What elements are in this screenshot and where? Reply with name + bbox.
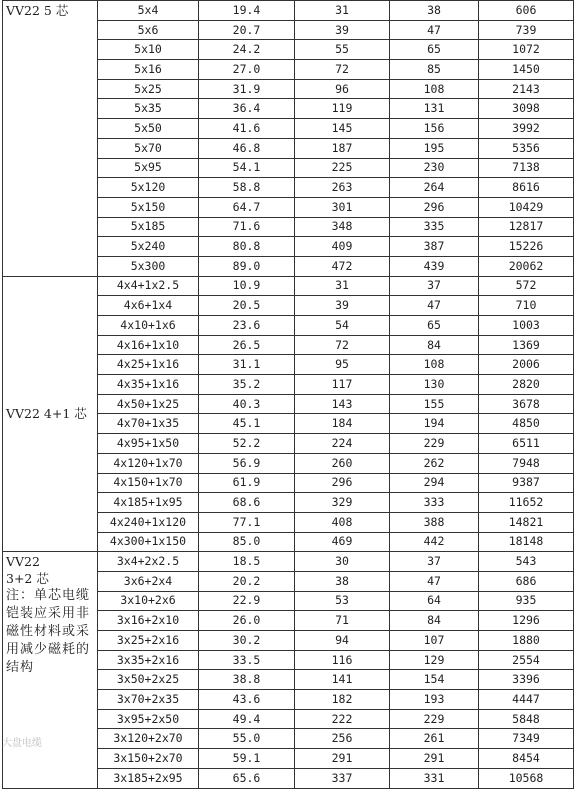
spec-cell: 5x10: [98, 40, 199, 60]
value-cell-a: 53: [295, 591, 390, 611]
cable-type-label: VV22 4+1 芯: [6, 406, 87, 422]
value-cell-c: 12817: [479, 217, 574, 237]
value-cell-a: 143: [295, 394, 390, 414]
value-cell-b: 64: [390, 591, 479, 611]
diameter-cell: 80.8: [199, 237, 295, 257]
diameter-cell: 20.2: [199, 571, 295, 591]
value-cell-c: 710: [479, 296, 574, 316]
value-cell-c: 2143: [479, 79, 574, 99]
value-cell-a: 256: [295, 729, 390, 749]
value-cell-a: 408: [295, 512, 390, 532]
diameter-cell: 33.5: [199, 650, 295, 670]
value-cell-c: 5848: [479, 709, 574, 729]
value-cell-b: 108: [390, 79, 479, 99]
value-cell-a: 117: [295, 375, 390, 395]
value-cell-c: 7138: [479, 158, 574, 178]
diameter-cell: 54.1: [199, 158, 295, 178]
value-cell-a: 225: [295, 158, 390, 178]
value-cell-c: 3678: [479, 394, 574, 414]
value-cell-b: 229: [390, 709, 479, 729]
spec-cell: 4x300+1x150: [98, 532, 199, 552]
spec-cell: 5x185: [98, 217, 199, 237]
value-cell-b: 84: [390, 335, 479, 355]
value-cell-c: 15226: [479, 237, 574, 257]
diameter-cell: 61.9: [199, 473, 295, 493]
value-cell-b: 335: [390, 217, 479, 237]
diameter-cell: 49.4: [199, 709, 295, 729]
value-cell-a: 71: [295, 611, 390, 631]
value-cell-b: 331: [390, 768, 479, 788]
value-cell-b: 333: [390, 493, 479, 513]
spec-cell: 5x240: [98, 237, 199, 257]
value-cell-a: 96: [295, 79, 390, 99]
diameter-cell: 10.9: [199, 276, 295, 296]
diameter-cell: 19.4: [199, 1, 295, 21]
value-cell-b: 262: [390, 453, 479, 473]
value-cell-b: 296: [390, 197, 479, 217]
value-cell-c: 572: [479, 276, 574, 296]
value-cell-c: 4850: [479, 414, 574, 434]
value-cell-a: 348: [295, 217, 390, 237]
spec-cell: 5x35: [98, 99, 199, 119]
diameter-cell: 77.1: [199, 512, 295, 532]
value-cell-b: 108: [390, 355, 479, 375]
value-cell-b: 264: [390, 178, 479, 198]
value-cell-a: 72: [295, 335, 390, 355]
spec-cell: 3x120+2x70: [98, 729, 199, 749]
value-cell-c: 1072: [479, 40, 574, 60]
value-cell-b: 85: [390, 60, 479, 80]
diameter-cell: 31.1: [199, 355, 295, 375]
spec-cell: 5x300: [98, 256, 199, 276]
value-cell-b: 37: [390, 552, 479, 572]
spec-cell: 3x10+2x6: [98, 591, 199, 611]
value-cell-b: 193: [390, 690, 479, 710]
spec-cell: 3x50+2x25: [98, 670, 199, 690]
diameter-cell: 55.0: [199, 729, 295, 749]
diameter-cell: 26.5: [199, 335, 295, 355]
value-cell-b: 107: [390, 631, 479, 651]
value-cell-a: 184: [295, 414, 390, 434]
value-cell-c: 543: [479, 552, 574, 572]
value-cell-b: 155: [390, 394, 479, 414]
value-cell-b: 387: [390, 237, 479, 257]
diameter-cell: 18.5: [199, 552, 295, 572]
diameter-cell: 89.0: [199, 256, 295, 276]
diameter-cell: 31.9: [199, 79, 295, 99]
value-cell-a: 263: [295, 178, 390, 198]
value-cell-b: 291: [390, 749, 479, 769]
value-cell-a: 31: [295, 276, 390, 296]
value-cell-a: 222: [295, 709, 390, 729]
value-cell-b: 195: [390, 138, 479, 158]
diameter-cell: 59.1: [199, 749, 295, 769]
spec-cell: 3x35+2x16: [98, 650, 199, 670]
value-cell-c: 5356: [479, 138, 574, 158]
value-cell-c: 10429: [479, 197, 574, 217]
value-cell-a: 224: [295, 434, 390, 454]
value-cell-a: 182: [295, 690, 390, 710]
diameter-cell: 20.7: [199, 20, 295, 40]
diameter-cell: 64.7: [199, 197, 295, 217]
spec-cell: 5x25: [98, 79, 199, 99]
value-cell-a: 187: [295, 138, 390, 158]
value-cell-a: 296: [295, 473, 390, 493]
value-cell-b: 65: [390, 40, 479, 60]
spec-cell: 4x16+1x10: [98, 335, 199, 355]
spec-cell: 4x6+1x4: [98, 296, 199, 316]
value-cell-a: 94: [295, 631, 390, 651]
value-cell-c: 606: [479, 1, 574, 21]
spec-cell: 3x6+2x4: [98, 571, 199, 591]
value-cell-c: 2820: [479, 375, 574, 395]
value-cell-c: 686: [479, 571, 574, 591]
value-cell-b: 47: [390, 296, 479, 316]
value-cell-b: 294: [390, 473, 479, 493]
value-cell-a: 31: [295, 1, 390, 21]
spec-cell: 3x70+2x35: [98, 690, 199, 710]
value-cell-a: 95: [295, 355, 390, 375]
diameter-cell: 22.9: [199, 591, 295, 611]
value-cell-b: 37: [390, 276, 479, 296]
table-row: [3, 1, 574, 21]
diameter-cell: 68.6: [199, 493, 295, 513]
value-cell-b: 38: [390, 1, 479, 21]
diameter-cell: 20.5: [199, 296, 295, 316]
spec-cell: 5x4: [98, 1, 199, 21]
armor-note: 注：单芯电缆铠装应采用非磁性材料或采用减少磁耗的结构: [6, 588, 91, 676]
value-cell-b: 84: [390, 611, 479, 631]
spec-cell: 4x10+1x6: [98, 316, 199, 336]
spec-cell: 5x6: [98, 20, 199, 40]
value-cell-c: 2554: [479, 650, 574, 670]
spec-cell: 5x50: [98, 119, 199, 139]
spec-cell: 4x25+1x16: [98, 355, 199, 375]
table-row: [3, 552, 574, 572]
value-cell-b: 230: [390, 158, 479, 178]
value-cell-a: 291: [295, 749, 390, 769]
value-cell-b: 442: [390, 532, 479, 552]
cable-type-cell: [3, 1, 98, 277]
cable-spec-table-container: [2, 0, 573, 789]
diameter-cell: 23.6: [199, 316, 295, 336]
value-cell-a: 469: [295, 532, 390, 552]
spec-cell: 4x35+1x16: [98, 375, 199, 395]
value-cell-a: 119: [295, 99, 390, 119]
value-cell-c: 18148: [479, 532, 574, 552]
value-cell-a: 39: [295, 20, 390, 40]
spec-cell: 4x120+1x70: [98, 453, 199, 473]
value-cell-b: 261: [390, 729, 479, 749]
diameter-cell: 45.1: [199, 414, 295, 434]
value-cell-c: 8454: [479, 749, 574, 769]
value-cell-b: 47: [390, 571, 479, 591]
value-cell-b: 47: [390, 20, 479, 40]
cable-spec-table: [2, 0, 574, 789]
value-cell-a: 301: [295, 197, 390, 217]
value-cell-c: 10568: [479, 768, 574, 788]
spec-cell: 3x4+2x2.5: [98, 552, 199, 572]
diameter-cell: 38.8: [199, 670, 295, 690]
diameter-cell: 30.2: [199, 631, 295, 651]
spec-cell: 4x240+1x120: [98, 512, 199, 532]
diameter-cell: 56.9: [199, 453, 295, 473]
value-cell-c: 3098: [479, 99, 574, 119]
value-cell-c: 7948: [479, 453, 574, 473]
value-cell-a: 38: [295, 571, 390, 591]
spec-cell: 3x185+2x95: [98, 768, 199, 788]
spec-cell: 3x16+2x10: [98, 611, 199, 631]
value-cell-a: 329: [295, 493, 390, 513]
value-cell-b: 439: [390, 256, 479, 276]
value-cell-b: 65: [390, 316, 479, 336]
diameter-cell: 26.0: [199, 611, 295, 631]
value-cell-a: 472: [295, 256, 390, 276]
value-cell-c: 1369: [479, 335, 574, 355]
spec-cell: 4x185+1x95: [98, 493, 199, 513]
value-cell-a: 72: [295, 60, 390, 80]
value-cell-c: 8616: [479, 178, 574, 198]
diameter-cell: 35.2: [199, 375, 295, 395]
value-cell-b: 194: [390, 414, 479, 434]
value-cell-c: 1880: [479, 631, 574, 651]
value-cell-c: 7349: [479, 729, 574, 749]
diameter-cell: 71.6: [199, 217, 295, 237]
value-cell-a: 116: [295, 650, 390, 670]
diameter-cell: 46.8: [199, 138, 295, 158]
value-cell-a: 260: [295, 453, 390, 473]
value-cell-a: 30: [295, 552, 390, 572]
spec-cell: 5x150: [98, 197, 199, 217]
value-cell-c: 2006: [479, 355, 574, 375]
diameter-cell: 41.6: [199, 119, 295, 139]
cable-type-label: VV22 3+2 芯: [6, 554, 49, 587]
diameter-cell: 85.0: [199, 532, 295, 552]
value-cell-c: 6511: [479, 434, 574, 454]
value-cell-c: 3396: [479, 670, 574, 690]
spec-cell: 5x95: [98, 158, 199, 178]
value-cell-a: 54: [295, 316, 390, 336]
spec-cell: 4x95+1x50: [98, 434, 199, 454]
spec-cell: 4x150+1x70: [98, 473, 199, 493]
diameter-cell: 27.0: [199, 60, 295, 80]
spec-cell: 3x95+2x50: [98, 709, 199, 729]
watermark: 大盘电缆: [2, 738, 42, 749]
value-cell-a: 145: [295, 119, 390, 139]
spec-cell: 3x150+2x70: [98, 749, 199, 769]
value-cell-b: 129: [390, 650, 479, 670]
value-cell-b: 131: [390, 99, 479, 119]
value-cell-a: 337: [295, 768, 390, 788]
diameter-cell: 40.3: [199, 394, 295, 414]
diameter-cell: 36.4: [199, 99, 295, 119]
value-cell-a: 409: [295, 237, 390, 257]
value-cell-b: 154: [390, 670, 479, 690]
cable-type-cell: [3, 552, 98, 788]
value-cell-b: 229: [390, 434, 479, 454]
value-cell-c: 1003: [479, 316, 574, 336]
value-cell-c: 3992: [479, 119, 574, 139]
spec-cell: 4x50+1x25: [98, 394, 199, 414]
value-cell-b: 388: [390, 512, 479, 532]
diameter-cell: 65.6: [199, 768, 295, 788]
cable-type-label: VV22 5 芯: [6, 3, 69, 18]
value-cell-b: 156: [390, 119, 479, 139]
diameter-cell: 24.2: [199, 40, 295, 60]
value-cell-c: 9387: [479, 473, 574, 493]
value-cell-c: 11652: [479, 493, 574, 513]
spec-cell: 5x120: [98, 178, 199, 198]
value-cell-c: 4447: [479, 690, 574, 710]
value-cell-a: 55: [295, 40, 390, 60]
diameter-cell: 43.6: [199, 690, 295, 710]
table-row: [3, 276, 574, 296]
table-body: [3, 1, 574, 789]
spec-cell: 5x16: [98, 60, 199, 80]
value-cell-c: 14821: [479, 512, 574, 532]
value-cell-a: 39: [295, 296, 390, 316]
diameter-cell: 52.2: [199, 434, 295, 454]
spec-cell: 4x4+1x2.5: [98, 276, 199, 296]
spec-cell: 3x25+2x16: [98, 631, 199, 651]
value-cell-c: 935: [479, 591, 574, 611]
value-cell-c: 1450: [479, 60, 574, 80]
spec-cell: 5x70: [98, 138, 199, 158]
diameter-cell: 58.8: [199, 178, 295, 198]
value-cell-c: 1296: [479, 611, 574, 631]
cable-type-cell: [3, 276, 98, 552]
value-cell-c: 20062: [479, 256, 574, 276]
value-cell-c: 739: [479, 20, 574, 40]
spec-cell: 4x70+1x35: [98, 414, 199, 434]
value-cell-a: 141: [295, 670, 390, 690]
value-cell-b: 130: [390, 375, 479, 395]
